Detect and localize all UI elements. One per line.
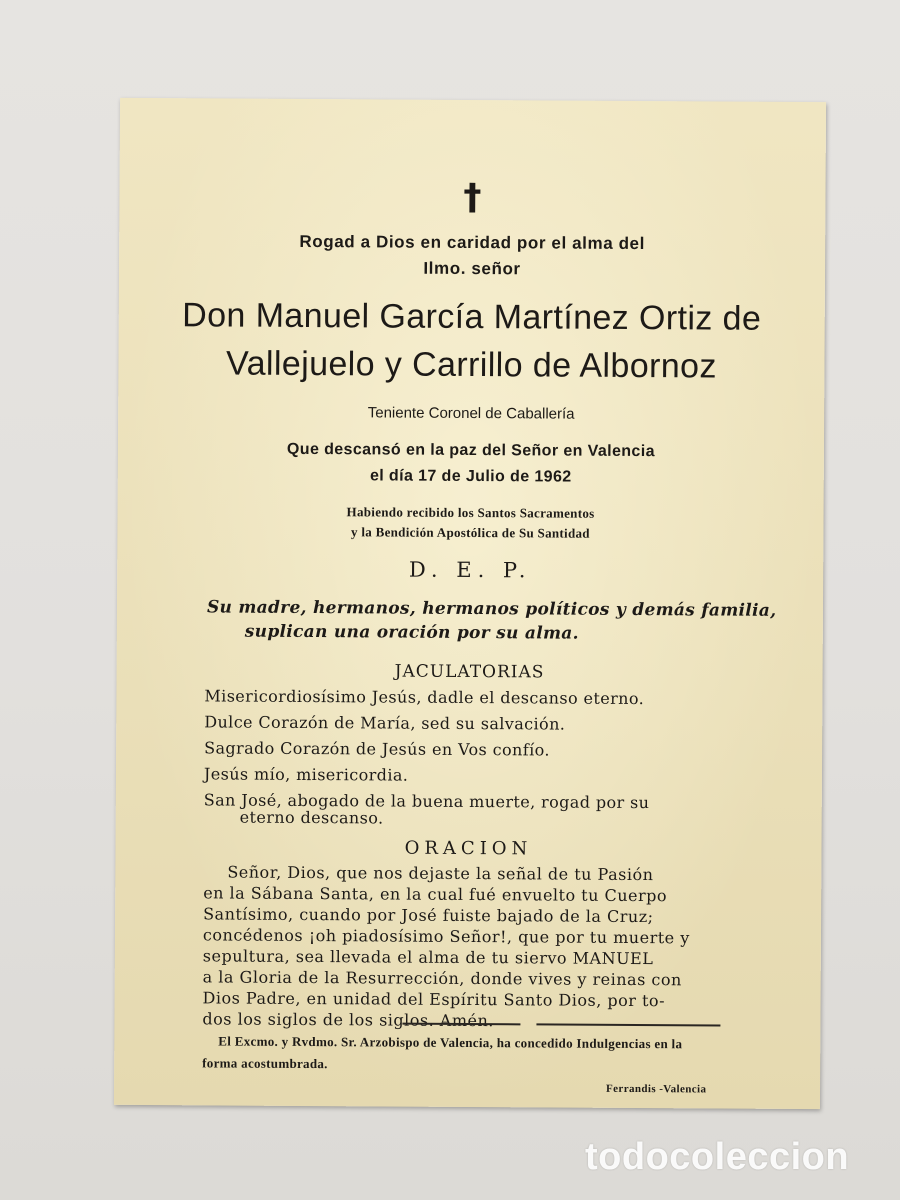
prayer-line: dos los siglos de los siglos. Amén. — [202, 1009, 494, 1031]
jaculatorias-heading: JACULATORIAS — [394, 661, 545, 683]
intro-line-2: Ilmo. señor — [423, 258, 521, 279]
rule-right — [536, 1023, 720, 1026]
indulgence-line-2: forma acostumbrada. — [202, 1055, 328, 1072]
prayer-line: concédenos ¡oh piadosísimo Señor!, que por tu muerte y — [202, 925, 690, 948]
deceased-name-line-2: Vallejuelo y Carrillo de Albornoz — [225, 344, 717, 386]
jaculatoria-item: Misericordiosísimo Jesús, dadle el descanso eterno. — [204, 686, 645, 709]
family-line-2: suplican una oración por su alma. — [244, 621, 579, 644]
cross-icon: † — [463, 176, 482, 219]
family-line-1: Su madre, hermanos, hermanos políticos y demás familia, — [206, 597, 777, 621]
jaculatoria-item-continued: eterno descanso. — [239, 807, 384, 828]
prayer-line: Santísimo, cuando por José fuiste bajado de la Cruz; — [203, 904, 654, 927]
prayer-line: sepultura, sea llevada el alma de tu siervo MANUEL — [202, 946, 654, 969]
sacraments-line-2: y la Bendición Apostólica de Su Santidad — [350, 524, 590, 541]
sacraments-line-1: Habiendo recibido los Santos Sacramentos — [346, 504, 595, 521]
jaculatoria-item: Jesús mío, misericordia. — [203, 764, 409, 785]
indulgence-line-1: El Excmo. y Rvdmo. Sr. Arzobispo de Valencia, ha concedido Indulgencias en la — [218, 1033, 683, 1052]
dep-heading: D. E. P. — [408, 557, 532, 583]
memorial-card — [114, 98, 826, 1109]
printer-credit: Ferrandis -Valencia — [606, 1082, 707, 1096]
deceased-name-line-1: Don Manuel García Martínez Ortiz de — [182, 296, 762, 338]
death-date-line: el día 17 de Julio de 1962 — [369, 467, 572, 486]
oracion-heading: ORACION — [404, 837, 533, 860]
prayer-line: a la Gloria de la Resurrección, donde vives y reinas con — [202, 967, 682, 990]
prayer-line: Señor, Dios, que nos dejaste la señal de tu Pasión — [227, 862, 654, 885]
military-rank: Teniente Coronel de Caballería — [367, 404, 575, 423]
intro-line-1: Rogad a Dios en caridad por el alma del — [299, 231, 646, 254]
prayer-line: Dios Padre, en unidad del Espíritu Santo Dios, por to- — [202, 988, 666, 1011]
jaculatoria-item: San José, abogado de la buena muerte, rogad por su — [203, 790, 650, 813]
death-line-1: Que descansó en la paz del Señor en Valencia — [286, 440, 655, 461]
jaculatoria-item: Sagrado Corazón de Jesús en Vos confío. — [204, 738, 550, 760]
prayer-line: en la Sábana Santa, en la cual fué envuelto tu Cuerpo — [203, 883, 668, 906]
jaculatoria-item: Dulce Corazón de María, sed su salvación. — [204, 712, 566, 734]
watermark-logo: todocoleccion — [585, 1136, 850, 1178]
